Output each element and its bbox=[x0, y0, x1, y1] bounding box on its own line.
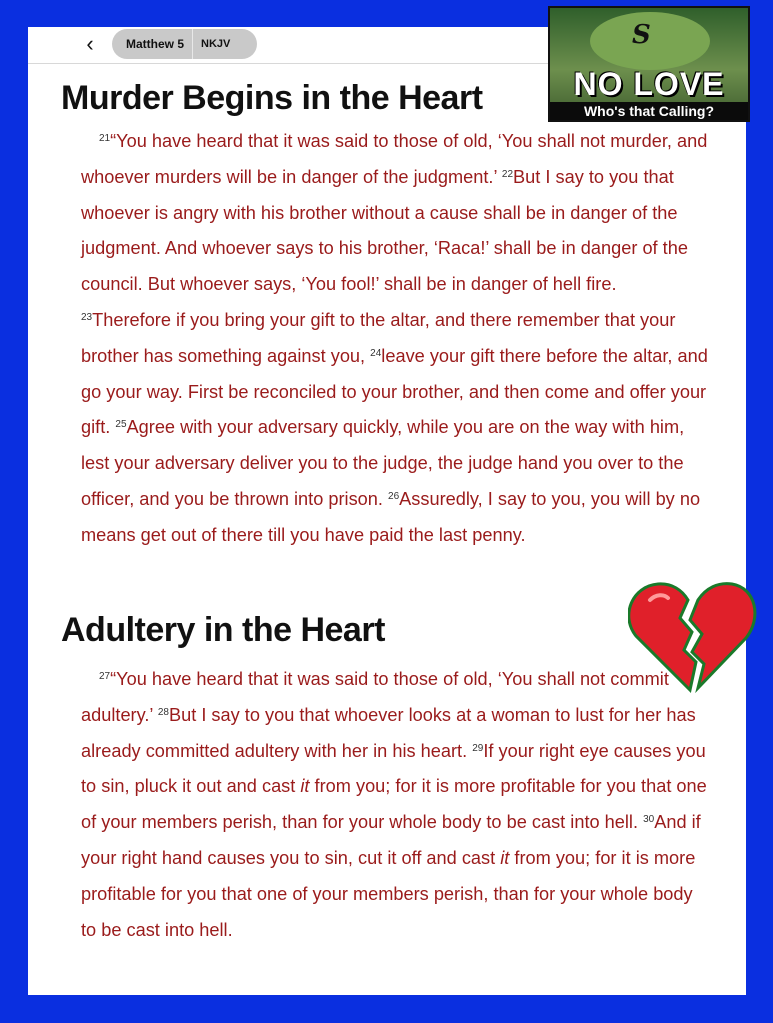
chevron-left-icon[interactable]: ‹ bbox=[86, 31, 94, 56]
verse-text: Agree with your adversary quickly, while you are on the way with him, lest your adversary deliver you to the judge, the judge hand you over to the officer, and you be thrown into prison. bbox=[81, 417, 685, 509]
verse-text: from you; for it is more profitable for you that one of your members perish, than for your whole body to be cast into hell. bbox=[81, 847, 696, 940]
section-heading: Murder Begins in the Heart bbox=[61, 79, 483, 117]
verse-text: Assuredly, I say to you, you will by no means get out of there till you have paid the last penny. bbox=[81, 488, 701, 545]
book-chapter-button[interactable]: Matthew 5 bbox=[112, 29, 193, 59]
verse-number: 21 bbox=[99, 133, 111, 144]
version-button[interactable]: NKJV bbox=[201, 38, 231, 50]
verse-text: If your right eye causes you to sin, pluck it out and cast bbox=[81, 740, 706, 797]
verse-number: 28 bbox=[157, 706, 169, 718]
bible-reader-page bbox=[28, 27, 746, 995]
verse-text: from you; for it is more profitable for you that one of your members perish, than for your whole body to be cast into hell. bbox=[81, 776, 707, 833]
passage-murder bbox=[81, 124, 711, 554]
verse-number: 30 bbox=[643, 814, 655, 826]
verse-number: 26 bbox=[388, 490, 400, 502]
verse-text: leave your gift there before the altar, and go your way. First be reconciled to your brother, and then come and offer your gift. bbox=[81, 345, 708, 438]
verse-italic-word: it bbox=[300, 776, 310, 797]
verse-paragraph bbox=[81, 124, 711, 554]
logo-title: NO LOVE bbox=[573, 66, 725, 102]
logo-subtitle: Who's that Calling? bbox=[550, 102, 748, 120]
section-heading: Adultery in the Heart bbox=[61, 611, 385, 649]
broken-heart-icon bbox=[628, 578, 758, 696]
chapter-version-selector[interactable] bbox=[112, 29, 257, 59]
verse-paragraph bbox=[81, 662, 711, 948]
verse-text: “You have heard that it was said to those of old, ‘You shall not commit adultery.’ bbox=[81, 669, 669, 725]
verse-number: 23 bbox=[81, 311, 93, 323]
verse-text: But I say to you that whoever looks at a woman to lust for her has already committed adultery with her in his heart. bbox=[81, 704, 696, 761]
verse-number: 22 bbox=[501, 168, 514, 180]
verse-text: But I say to you that whoever is angry with his brother without a cause shall be in danger of the judgment. And whoever says to his brother, ‘Raca!’ shall be in danger of the council. But whoever says, ‘You fool!’ shall be in danger of hell fire. bbox=[81, 166, 688, 295]
verse-number: 25 bbox=[115, 419, 127, 431]
logo-letter: S bbox=[632, 20, 651, 50]
verse-number: 29 bbox=[472, 742, 484, 754]
verse-italic-word: it bbox=[500, 847, 510, 868]
verse-text: Therefore if you bring your gift to the altar, and there remember that your brother has something against you, bbox=[81, 309, 676, 366]
verse-number: 24 bbox=[370, 347, 382, 359]
no-love-logo bbox=[548, 6, 750, 122]
verse-text: And if your right hand causes you to sin, cut it off and cast bbox=[81, 812, 701, 868]
verse-text: “You have heard that it was said to those of old, ‘You shall not murder, and whoever murders will be in danger of the judgment.’ bbox=[81, 131, 708, 187]
verse-number: 27 bbox=[99, 671, 111, 682]
passage-adultery bbox=[81, 662, 711, 948]
